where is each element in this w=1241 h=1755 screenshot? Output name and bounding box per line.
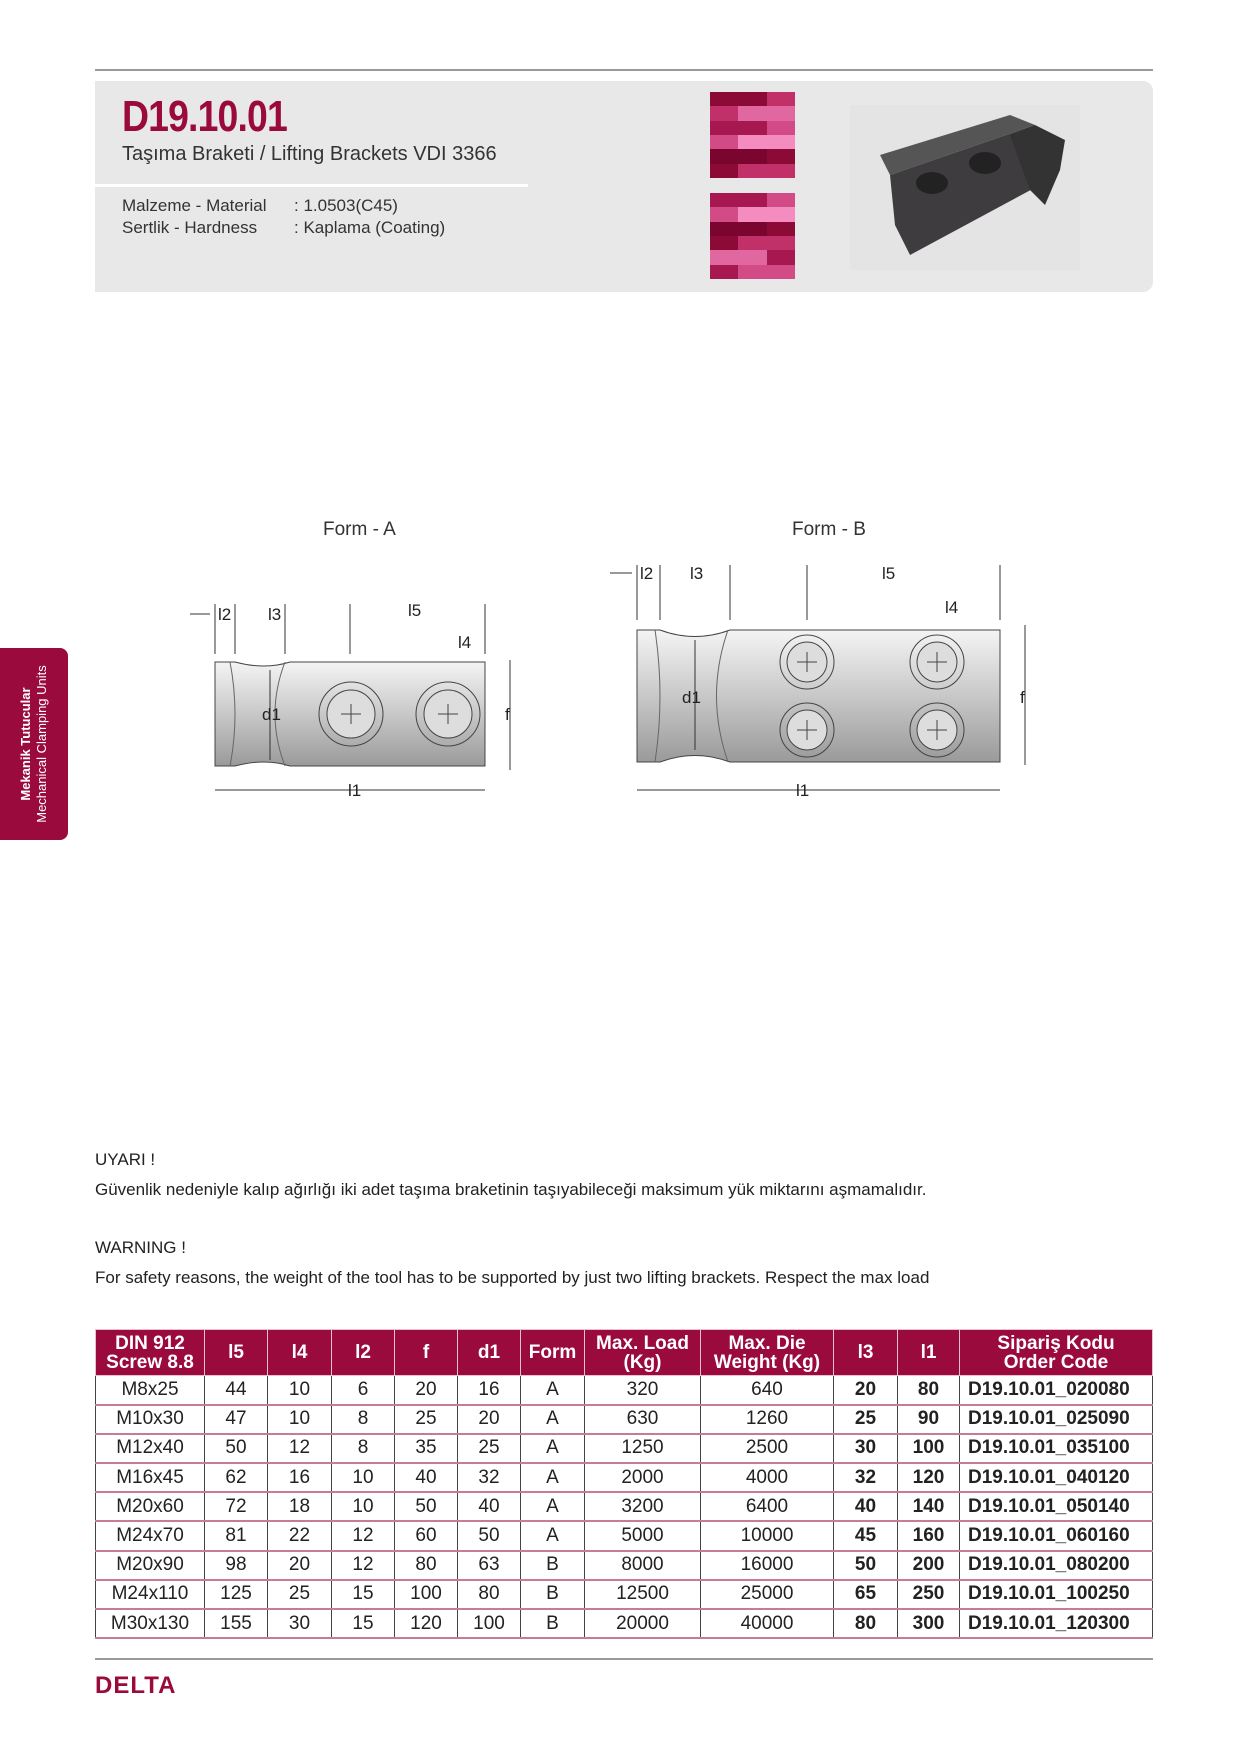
table-cell: 640 [701,1376,834,1405]
column-header-text: Max. Load [596,1332,689,1354]
specifications-table [95,1329,1153,1639]
table-cell: 16 [458,1376,521,1405]
table-cell: M24x110 [96,1580,205,1609]
column-header [521,1330,585,1376]
form-a-drawing [190,590,530,810]
column-header-text: f [422,1342,430,1363]
table-cell: 63 [458,1551,521,1580]
table-cell: 8000 [585,1551,701,1580]
column-header [834,1330,898,1376]
form-b-d1: d1 [682,688,701,707]
table-cell: 72 [205,1492,268,1521]
table-cell: 100 [458,1609,521,1638]
warning-text-en: For safety reasons, the weight of the tool has to be supported by just two lifting brackets. Respect the max load [95,1268,930,1287]
table-cell: 25 [268,1580,332,1609]
table-cell: 50 [834,1551,898,1580]
table-row [96,1521,1153,1550]
table-cell: 40 [834,1492,898,1521]
material-value: : 1.0503(C45) [294,196,398,215]
form-a-l3: l3 [268,605,282,624]
warning-text-tr: Güvenlik nedeniyle kalıp ağırlığı iki adet taşıma braketinin taşıyabileceği maksimum yük miktarını aşmamalıdır. [95,1180,927,1199]
column-header-text: Sipariş Kodu [997,1332,1115,1354]
hardness-row [122,218,445,238]
form-a-l4: l4 [458,633,472,652]
table-cell: 1260 [701,1405,834,1434]
hardness-label: Sertlik - Hardness [122,218,258,237]
table-row [96,1580,1153,1609]
table-cell: D19.10.01_120300 [960,1609,1153,1638]
table-cell: A [521,1492,585,1521]
column-header-text: Max. Die [728,1332,806,1354]
table-cell: D19.10.01_035100 [960,1434,1153,1463]
table-cell: 12 [332,1521,395,1550]
table-header-row [96,1330,1153,1376]
table-cell: 80 [395,1551,458,1580]
table-cell: 6400 [701,1492,834,1521]
table-cell: 16 [268,1463,332,1492]
table-cell: 44 [205,1376,268,1405]
table-cell: 630 [585,1405,701,1434]
column-header-text: (Kg) [623,1351,662,1373]
table-cell: 40000 [701,1609,834,1638]
table-row [96,1609,1153,1638]
column-header [96,1330,205,1376]
table-cell: 120 [395,1609,458,1638]
table-cell: A [521,1405,585,1434]
form-b-title: Form - B [792,519,866,540]
table-cell: 20 [458,1405,521,1434]
table-row [96,1551,1153,1580]
table-cell: 47 [205,1405,268,1434]
table-cell: 80 [898,1376,960,1405]
table-cell: 32 [834,1463,898,1492]
table-cell: 3200 [585,1492,701,1521]
table-cell: M24x70 [96,1521,205,1550]
table-cell: 60 [395,1521,458,1550]
table-cell: 8 [332,1405,395,1434]
hardness-value: : Kaplama (Coating) [294,218,446,237]
table-cell: 25 [458,1434,521,1463]
table-row [96,1434,1153,1463]
table-cell: 50 [458,1521,521,1550]
table-row [96,1405,1153,1434]
column-header [458,1330,521,1376]
table-cell: 125 [205,1580,268,1609]
table-cell: 200 [898,1551,960,1580]
table-cell: M20x60 [96,1492,205,1521]
column-header [395,1330,458,1376]
table-cell: 35 [395,1434,458,1463]
column-header-text: l4 [291,1342,308,1363]
table-cell: B [521,1551,585,1580]
table-cell: 12500 [585,1580,701,1609]
product-photo [850,95,1090,280]
table-cell: D19.10.01_040120 [960,1463,1153,1492]
table-cell: 10 [268,1405,332,1434]
table-cell: 30 [268,1609,332,1638]
table-cell: A [521,1434,585,1463]
column-header-text: DIN 912 [115,1332,185,1354]
table-cell: 81 [205,1521,268,1550]
table-cell: D19.10.01_100250 [960,1580,1153,1609]
table-cell: 50 [395,1492,458,1521]
divider [95,184,528,187]
table-cell: 65 [834,1580,898,1609]
table-cell: M8x25 [96,1376,205,1405]
table-cell: 18 [268,1492,332,1521]
category-en: Mechanical Clamping Units [34,665,49,823]
form-a-l2: l2 [218,605,232,624]
table-cell: 2000 [585,1463,701,1492]
table-cell: 2500 [701,1434,834,1463]
table-cell: 320 [585,1376,701,1405]
bottom-rule [95,1658,1153,1660]
column-header [205,1330,268,1376]
table-cell: 25 [395,1405,458,1434]
form-b-l1: l1 [796,781,810,800]
form-b-drawing [610,555,1040,810]
table-cell: 40 [395,1463,458,1492]
table-cell: 90 [898,1405,960,1434]
product-code: D19.10.01 [122,92,287,141]
table-cell: 20 [268,1551,332,1580]
column-header [585,1330,701,1376]
table-cell: 45 [834,1521,898,1550]
table-cell: 22 [268,1521,332,1550]
table-cell: 40 [458,1492,521,1521]
table-row [96,1463,1153,1492]
side-category-tab[interactable] [0,648,68,840]
table-cell: 98 [205,1551,268,1580]
table-cell: D19.10.01_080200 [960,1551,1153,1580]
column-header [898,1330,960,1376]
table-cell: 50 [205,1434,268,1463]
table-cell: 300 [898,1609,960,1638]
table-cell: 5000 [585,1521,701,1550]
column-header [960,1330,1153,1376]
table-cell: 160 [898,1521,960,1550]
table-cell: D19.10.01_025090 [960,1405,1153,1434]
table-cell: 80 [834,1609,898,1638]
table-cell: 8 [332,1434,395,1463]
table-cell: 15 [332,1580,395,1609]
table-cell: 20 [395,1376,458,1405]
table-cell: 10000 [701,1521,834,1550]
form-b-l5: l5 [882,564,896,583]
table-cell: 80 [458,1580,521,1609]
top-rule [95,69,1153,71]
table-cell: 120 [898,1463,960,1492]
table-cell: 20000 [585,1609,701,1638]
column-header-text: Screw 8.8 [106,1351,194,1373]
table-cell: 140 [898,1492,960,1521]
table-cell: D19.10.01_050140 [960,1492,1153,1521]
table-cell: 250 [898,1580,960,1609]
column-header-text: Form [528,1342,577,1363]
form-b-l2: l2 [640,564,654,583]
form-b-l3: l3 [690,564,704,583]
column-header-text: Weight (Kg) [713,1351,821,1373]
table-cell: 25000 [701,1580,834,1609]
table-cell: M16x45 [96,1463,205,1492]
form-a-f: f [505,705,510,724]
material-label: Malzeme - Material [122,196,267,215]
product-subtitle: Taşıma Braketi / Lifting Brackets VDI 3366 [122,143,497,165]
pixelated-image-2 [710,193,795,279]
table-cell: M30x130 [96,1609,205,1638]
table-cell: 12 [268,1434,332,1463]
table-cell: 15 [332,1609,395,1638]
table-cell: 12 [332,1551,395,1580]
table-row [96,1492,1153,1521]
column-header [701,1330,834,1376]
column-header [268,1330,332,1376]
column-header-text: l3 [857,1342,874,1363]
form-a-l5: l5 [408,601,422,620]
table-cell: 32 [458,1463,521,1492]
table-cell: M10x30 [96,1405,205,1434]
table-cell: D19.10.01_020080 [960,1376,1153,1405]
table-row [96,1376,1153,1405]
form-b-l4: l4 [945,598,959,617]
table-cell: 10 [268,1376,332,1405]
table-cell: 155 [205,1609,268,1638]
column-header [332,1330,395,1376]
column-header-text: l1 [920,1342,937,1363]
column-header-text: l5 [228,1342,244,1363]
table-cell: 10 [332,1492,395,1521]
pixelated-image-1 [710,92,795,178]
table-cell: 4000 [701,1463,834,1492]
form-a-d1: d1 [262,705,281,724]
form-a-title: Form - A [323,519,396,540]
table-cell: 100 [898,1434,960,1463]
warning-title-tr: UYARI ! [95,1150,156,1169]
table-cell: 100 [395,1580,458,1609]
table-cell: 25 [834,1405,898,1434]
column-header-text: Order Code [1003,1351,1109,1373]
material-row [122,196,398,216]
table-cell: D19.10.01_060160 [960,1521,1153,1550]
column-header-text: d1 [477,1342,501,1363]
table-cell: M12x40 [96,1434,205,1463]
table-cell: 6 [332,1376,395,1405]
table-cell: 16000 [701,1551,834,1580]
table-cell: 10 [332,1463,395,1492]
table-cell: 20 [834,1376,898,1405]
table-cell: 62 [205,1463,268,1492]
table-cell: B [521,1609,585,1638]
delta-logo: DELTA [95,1672,177,1699]
warning-title-en: WARNING ! [95,1238,186,1257]
category-tr: Mekanik Tutucular [18,687,33,801]
table-cell: 30 [834,1434,898,1463]
form-a-l1: l1 [348,781,362,800]
column-header-text: l2 [355,1342,371,1363]
table-cell: A [521,1376,585,1405]
table-cell: B [521,1580,585,1609]
table-cell: 1250 [585,1434,701,1463]
table-cell: A [521,1463,585,1492]
table-cell: A [521,1521,585,1550]
table-cell: M20x90 [96,1551,205,1580]
form-b-f: f [1020,688,1025,707]
